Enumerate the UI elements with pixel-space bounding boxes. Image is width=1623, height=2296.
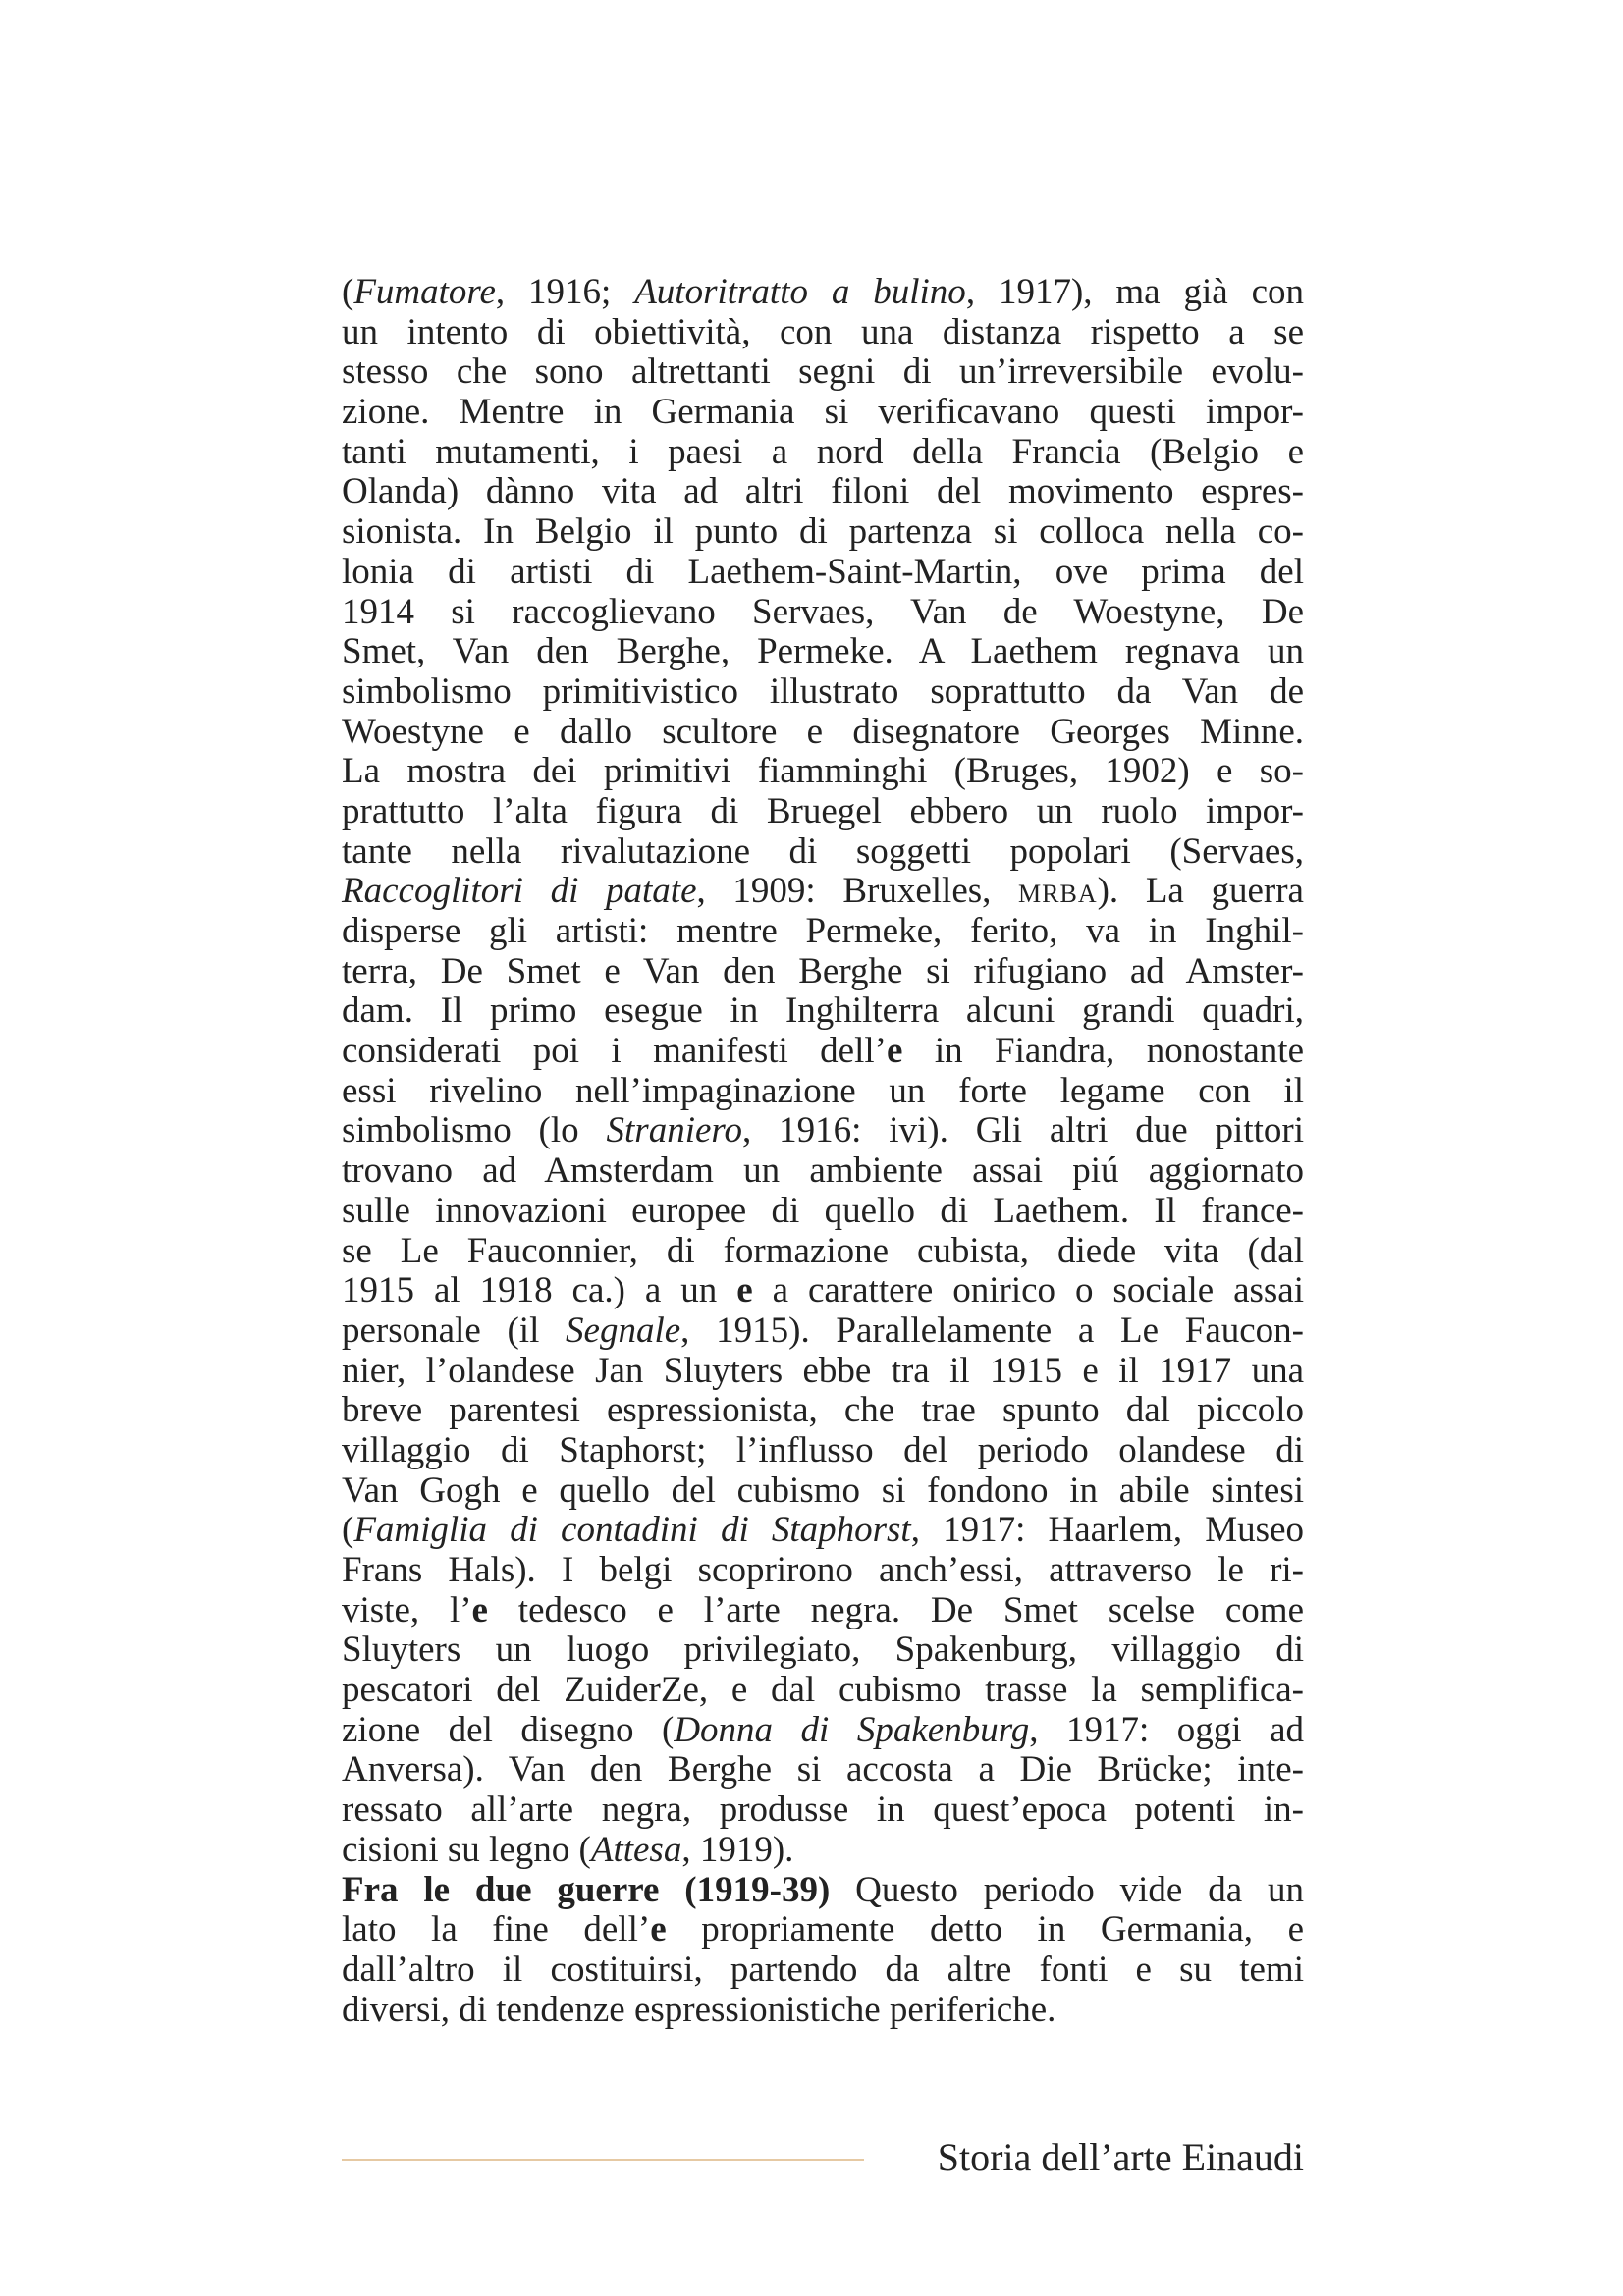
text-run: Frans Hals). I belgi scoprirono anch’essi, attraverso le ri- [342,1550,1304,1590]
text-run: cisioni su legno ( [342,1829,591,1870]
text-line [342,1511,1304,1551]
text-run: e [736,1270,753,1311]
text-line [342,273,1304,313]
text-run: a carattere onirico o sociale assai [752,1270,1305,1311]
text-run: Woestyne e dallo scultore e disegnatore Georges Minne. [342,711,1304,752]
text-run: Autoritratto a bulino [634,272,966,312]
text-run: 1914 si raccoglievano Servaes, Van de Woestyne, De [342,591,1304,632]
text-line [342,512,1304,553]
text-line [342,1831,1304,1871]
text-run: zione. Mentre in Germania si verificavano questi impor- [342,392,1304,433]
text-line [342,1391,1304,1431]
text-run: ( [342,272,354,312]
text-run: diversi, di tendenze espressionistiche periferiche. [342,1989,1056,2030]
text-run: , 1916; [495,272,635,312]
text-run: tedesco e l’arte negra. De Smet scelse come [487,1589,1304,1630]
text-run: personale (il [342,1309,567,1351]
text-line [342,632,1304,672]
text-run: Van Gogh e quello del cubismo si fondono in abile sintesi [342,1469,1304,1511]
text-run: 1915 al 1918 ca.) a un [342,1270,737,1311]
text-run: Fumatore [353,272,496,312]
text-run: La mostra dei primitivi fiamminghi (Bruges, 1902) e so- [342,751,1304,792]
text-line [342,1431,1304,1471]
text-run: dall’altro il costituirsi, partendo da altre fonti e su temi [342,1949,1304,1990]
text-run: Smet, Van den Berghe, Permeke. A Laethem regnava un [342,631,1304,672]
text-line [342,1111,1304,1151]
text-line [342,872,1304,912]
text-run: Straniero [606,1110,742,1151]
text-line [342,1671,1304,1711]
text-line [342,1352,1304,1392]
text-line [342,593,1304,633]
footer-rule [342,2159,864,2161]
text-line [342,433,1304,473]
text-run: viste, l’ [342,1589,472,1630]
text-run: e [887,1031,903,1072]
text-line [342,1311,1304,1352]
text-line [342,952,1304,992]
text-run: se Le Fauconnier, di formazione cubista, diede vita (dal [342,1230,1304,1271]
text-line [342,1192,1304,1232]
text-line [342,1630,1304,1671]
text-line [342,1471,1304,1512]
text-run: , 1917), ma già con [965,272,1304,312]
text-line [342,1950,1304,1991]
text-run: sulle innovazioni europee di quello di Laethem. Il france- [342,1190,1304,1231]
text-run: Segnale [566,1309,681,1351]
text-run: in Fiandra, nonostante [902,1031,1305,1072]
text-line [342,393,1304,433]
text-run: , 1919). [681,1829,794,1870]
text-line [342,1151,1304,1192]
text-line [342,832,1304,873]
text-run: tanti mutamenti, i paesi a nord della Francia (Belgio e [342,431,1304,472]
text-run: terra, De Smet e Van den Berghe si rifugiano ad Amster- [342,950,1304,991]
text-run: , 1909: Bruxelles, [696,871,1019,912]
text-run: ressato all’arte negra, produsse in quest’epoca potenti in- [342,1789,1304,1831]
text-line [342,1591,1304,1631]
text-line [342,713,1304,753]
text-run: Sluyters un luogo privilegiato, Spakenburg, villaggio di [342,1629,1304,1671]
text-run: pescatori del ZuiderZe, e dal cubismo trasse la semplifica- [342,1670,1304,1711]
text-run: considerati poi i manifesti dell’ [342,1031,887,1072]
footer-title: Storia dell’arte Einaudi [937,2135,1304,2179]
text-line [342,672,1304,713]
text-run: Olanda) dànno vita ad altri filoni del movimento espres- [342,471,1304,512]
text-run: breve parentesi espressionista, che trae spunto dal piccolo [342,1390,1304,1431]
text-run: simbolismo (lo [342,1110,607,1151]
text-run: trovano ad Amsterdam un ambiente assai piú aggiornato [342,1150,1304,1192]
text-line [342,1790,1304,1831]
text-run: Anversa). Van den Berghe si accosta a Die Brücke; inte- [342,1749,1304,1790]
text-line [342,912,1304,952]
text-run: prattutto l’alta figura di Bruegel ebbero un ruolo impor- [342,790,1304,831]
text-run: un intento di obiettività, con una distanza rispetto a se [342,311,1304,352]
text-run: villaggio di Staphorst; l’influsso del periodo olandese di [342,1429,1304,1470]
text-run: Questo periodo vide da un [830,1869,1304,1910]
text-run: sionista. In Belgio il punto di partenza si colloca nella co- [342,511,1304,553]
text-run: ( [342,1510,354,1551]
text-line [342,1871,1304,1911]
text-line [342,752,1304,792]
text-run: , 1916: ivi). Gli altri due pittori [741,1110,1304,1151]
text-run: , 1917: oggi ad [1029,1709,1305,1750]
text-run: lato la fine dell’ [342,1909,651,1950]
text-line [342,472,1304,512]
text-line [342,352,1304,393]
text-run: essi rivelino nell’impaginazione un forte legame con il [342,1070,1304,1111]
text-run: disperse gli artisti: mentre Permeke, ferito, va in Inghil- [342,911,1304,951]
text-line [342,1991,1304,2031]
text-run: propriamente detto in Germania, e [666,1909,1304,1950]
text-run: Donna di Spakenburg [674,1709,1030,1750]
text-line [342,1232,1304,1272]
text-run: Fra le due guerre (1919-39) [342,1869,831,1910]
text-run: , 1915). Parallelamente a Le Faucon- [680,1309,1304,1351]
text-line [342,1551,1304,1591]
text-run: Attesa [590,1829,682,1870]
text-line [342,991,1304,1032]
text-run: nier, l’olandese Jan Sluyters ebbe tra il 1915 e il 1917 una [342,1350,1304,1391]
text-line [342,1271,1304,1311]
text-run: e [471,1589,488,1630]
text-line [342,1072,1304,1112]
text-run: Famiglia di contadini di Staphorst [353,1510,911,1551]
text-line [342,1711,1304,1751]
text-run: e [650,1909,667,1950]
text-line [342,1910,1304,1950]
text-line [342,1750,1304,1790]
text-run: mrba [1018,871,1098,912]
text-run: zione del disegno ( [342,1709,675,1750]
text-run: , 1917: Haarlem, Museo [910,1510,1304,1551]
text-line [342,553,1304,593]
text-line [342,1032,1304,1072]
text-line [342,313,1304,353]
text-run: lonia di artisti di Laethem-Saint-Martin, ove prima del [342,551,1304,592]
text-line [342,792,1304,832]
text-run: dam. Il primo esegue in Inghilterra alcuni grandi quadri, [342,990,1304,1032]
text-run: ). La guerra [1097,871,1304,912]
text-run: simbolismo primitivistico illustrato soprattutto da Van de [342,670,1304,712]
text-run: Raccoglitori di patate [342,871,697,912]
body-text [342,273,1304,2030]
text-run: stesso che sono altrettanti segni di un’irreversibile evolu- [342,351,1304,393]
text-run: tante nella rivalutazione di soggetti popolari (Servaes, [342,830,1304,872]
